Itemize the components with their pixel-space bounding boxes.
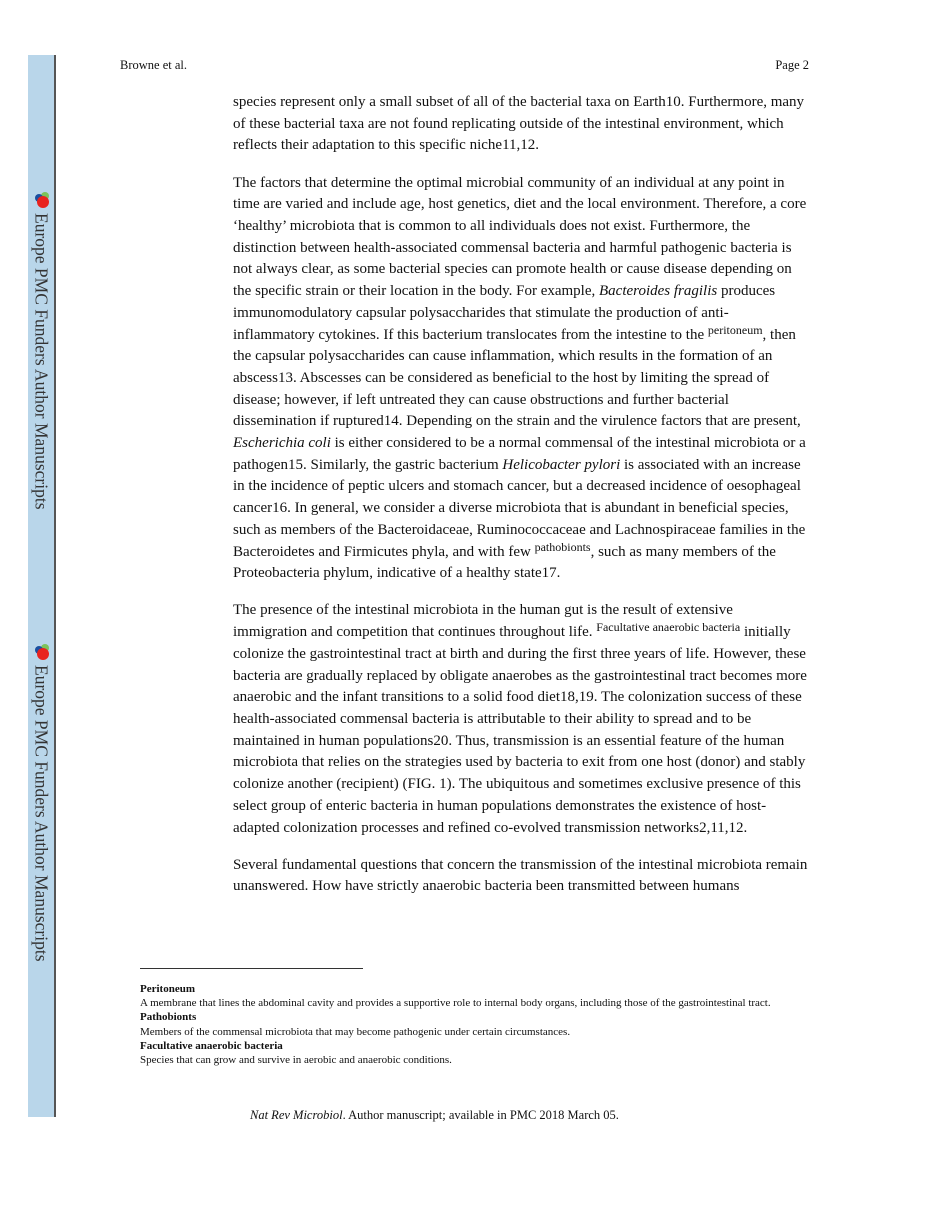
running-header-authors: Browne et al. <box>120 58 187 72</box>
text-run: Several fundamental questions that concern the transmission of the intestinal microbiota remain unanswered. How have strictly anaerobic bacteria been transmitted between humans <box>233 856 808 895</box>
text-run: The factors that determine the optimal microbial community of an individual at any point in time are varied and include age, host genetics, diet and the local environment. Therefore, a core ‘healthy’ microbiota that is common to all individuals does not exist. Furthermore, the distinction between health-associated commensal bacteria and harmful pathogenic bacteria is not always clear, as some bacterial species can promote health or cause disease depending on the specific strain or their location in the body. For example, <box>233 174 807 300</box>
footer-text: . Author manuscript; available in PMC 2018 March 05. <box>342 1108 619 1122</box>
europe-pmc-logo-icon <box>33 643 51 661</box>
paragraph <box>233 92 808 157</box>
text-run: species represent only a small subset of all of the bacterial taxa on Earth10. Furthermore, many of these bacterial taxa are not found replicating outside of the intestinal environment, which reflects their adaptation to this specific niche11,12. <box>233 94 805 154</box>
italic-term: Helicobacter pylori <box>502 456 621 473</box>
footnote-term: Peritoneum <box>140 983 195 995</box>
glossary-term: Facultative anaerobic bacteria <box>596 620 741 635</box>
footnote-definition: Members of the commensal microbiota that may become pathogenic under certain circumstances. <box>140 1025 571 1038</box>
text-run: , then the capsular polysaccharides can cause inflammation, which results in the formation of an abscess13. Abscesses can be considered as beneficial to the host by limiting the spread of disease; however, if left untreated they can cause obstructions and further bacterial dissemination if ruptured14. Depending on the strain and the virulence factors that are present, <box>233 326 801 430</box>
italic-term: Bacteroides fragilis <box>599 283 718 300</box>
europe-pmc-logo-icon <box>33 191 51 209</box>
glossary-footnotes <box>140 982 780 1067</box>
paragraph <box>233 600 808 839</box>
footnote-divider <box>140 968 363 969</box>
sidebar-label: Europe PMC Funders Author Manuscripts <box>31 213 52 510</box>
sidebar-label: Europe PMC Funders Author Manuscripts <box>31 665 52 962</box>
text-run: initially colonize the gastrointestinal tract at birth and during the first three years of life. However, these bacteria are gradually replaced by obligate anaerobes as the gastrointestinal tract becomes more anaerobic and the infant transitions to a solid food diet18,19. The colonization success of these health-associated commensal bacteria is attributable to their ability to spread and to be maintained in human populations20. Thus, transmission is an essential feature of the human microbiota that relies on the strategies used by bacteria to exit from one host (donor) and stably colonize another (recipient) (FIG. 1). The ubiquitous and sometimes exclusive presence of this select group of enteric bacteria in human populations demonstrates the existence of host-adapted colonization processes and refined co-evolved transmission networks2,11,12. <box>233 624 807 836</box>
glossary-term: peritoneum <box>707 322 763 337</box>
glossary-term: pathobionts <box>534 539 591 554</box>
body-text <box>233 92 808 914</box>
paragraph <box>233 855 808 898</box>
footnote-term: Pathobionts <box>140 1011 197 1024</box>
footnote-definition: Species that can grow and survive in aerobic and anaerobic conditions. <box>140 1054 452 1067</box>
paragraph <box>233 173 808 585</box>
journal-name: Nat Rev Microbiol <box>250 1108 343 1122</box>
text-run: is either considered to be a normal commensal of the intestinal microbiota or a pathogen15. Similarly, the gastric bacterium <box>233 435 806 473</box>
text-run: is associated with an increase in the incidence of peptic ulcers and stomach cancer, but a decreased incidence of oesophageal cancer16. In general, we consider a diverse microbiota that is abundant in beneficial species, such as members of the Bacteroidaceae, Ruminococcaceae and Lachnospiraceae families in the Bacteroidetes and Firmicutes phyla, and with few <box>233 456 806 560</box>
italic-term: Escherichia coli <box>233 435 331 452</box>
footnote-definition: A membrane that lines the abdominal cavity and provides a supportive role to internal body organs, including those of the gastrointestinal tract. <box>140 997 771 1010</box>
footnote-term: Facultative anaerobic bacteria <box>140 1039 283 1052</box>
footer-citation <box>250 1108 619 1123</box>
text-run: produces immunomodulatory capsular polysaccharides that stimulate the production of anti-inflammatory cytokines. If this bacterium translocates from the intestine to the <box>233 283 776 343</box>
text-run: The presence of the intestinal microbiota in the human gut is the result of extensive immigration and competition that continues throughout life. <box>233 602 733 641</box>
page-number: Page 2 <box>775 58 809 72</box>
text-run: , such as many members of the Proteobacteria phylum, indicative of a healthy state17. <box>233 543 776 582</box>
